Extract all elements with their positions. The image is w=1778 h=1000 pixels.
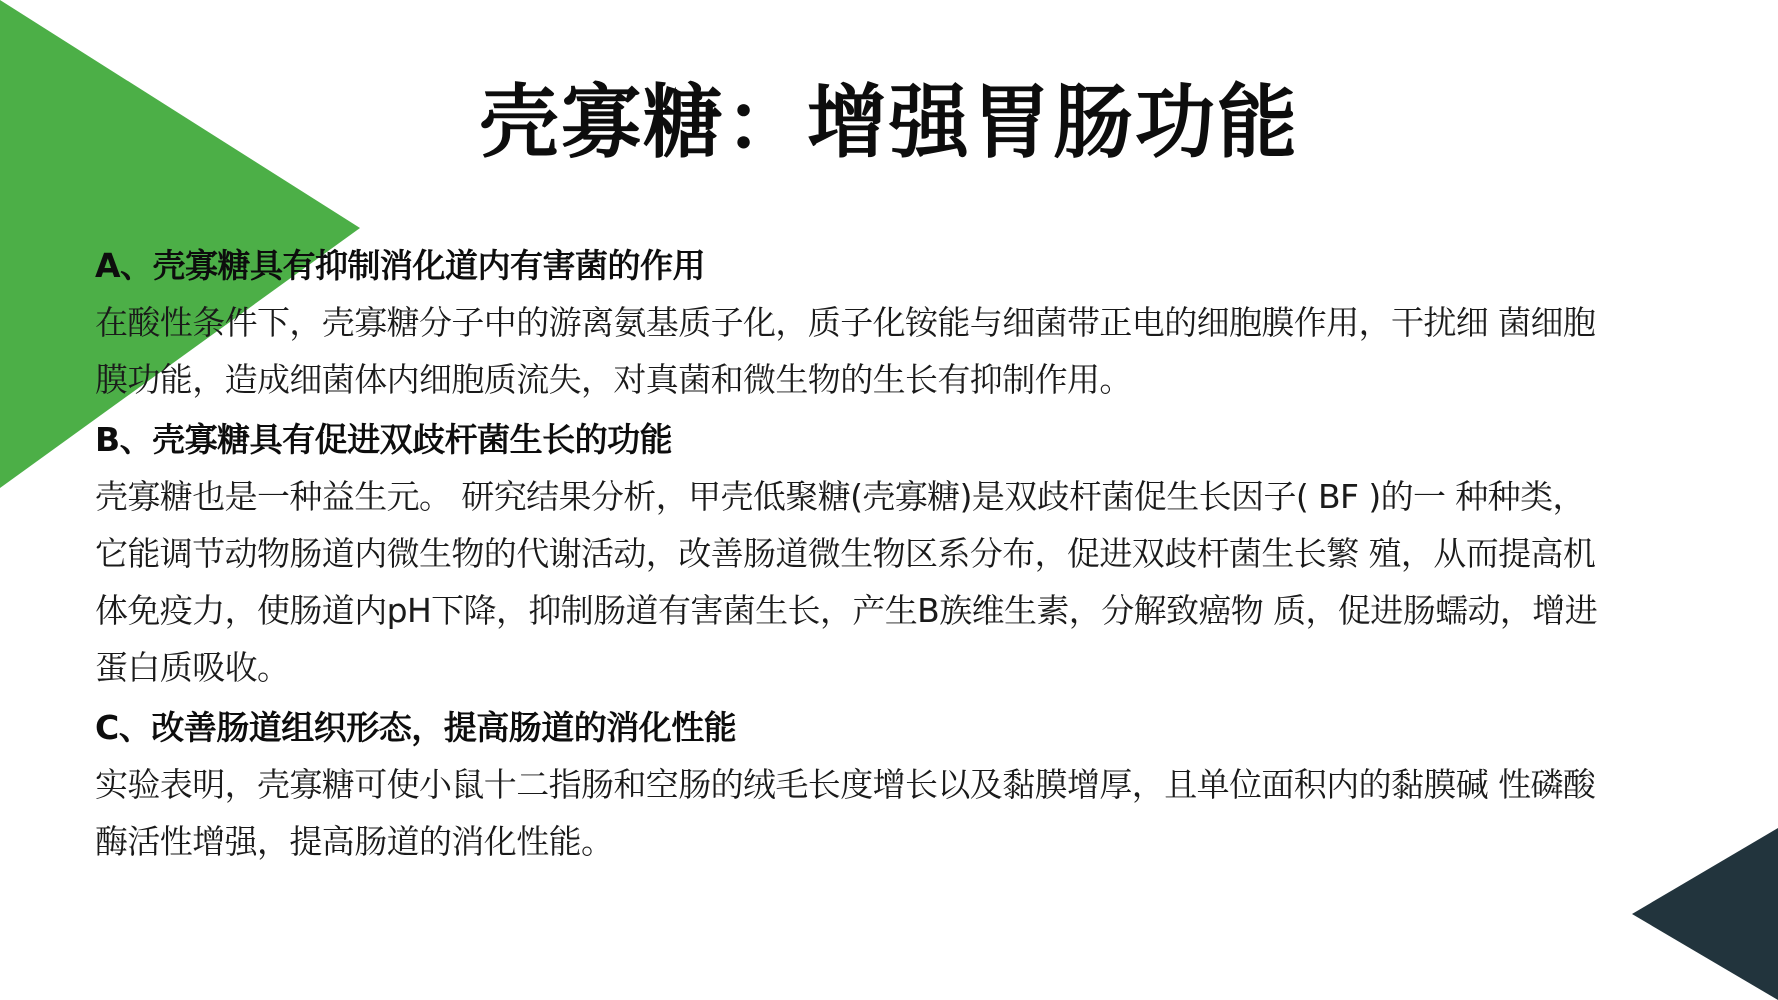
section-b-heading: B、壳寡糖具有促进双歧杆菌生长的功能 bbox=[95, 420, 673, 459]
slide-title: 壳寡糖：增强胃肠功能 bbox=[479, 76, 1299, 169]
section-a-heading: A、壳寡糖具有抑制消化道内有害菌的作用 bbox=[95, 246, 706, 285]
section-c-body: 实验表明，壳寡糖可使小鼠十二指肠和空肠的绒毛长度增长以及黏膜增厚，且单位面积内的黏膜碱 性磷酸酶活性增强，提高肠道的消化性能。 bbox=[95, 765, 1596, 861]
section-c-heading: C、改善肠道组织形态，提高肠道的消化性能 bbox=[95, 708, 737, 747]
slide-content bbox=[95, 238, 1615, 874]
section-b-body: 壳寡糖也是一种益生元。 研究结果分析，甲壳低聚糖(壳寡糖)是双歧杆菌促生长因子( BF )的一 种种类，它能调节动物肠道内微生物的代谢活动，改善肠道微生物区系分布，促进双歧杆菌生长繁 殖，从而提高机体免疫力，使肠道内pH下降，抑制肠道有害菌生长，产生B族维生素，分解致癌物 质，促进肠蠕动，增进蛋白质吸收。 bbox=[95, 477, 1598, 687]
section-a-body: 在酸性条件下，壳寡糖分子中的游离氨基质子化，质子化铵能与细菌带正电的细胞膜作用，干扰细 菌细胞膜功能，造成细菌体内细胞质流失，对真菌和微生物的生长有抑制作用。 bbox=[95, 303, 1596, 399]
dark-triangle-decoration bbox=[1632, 828, 1778, 1000]
